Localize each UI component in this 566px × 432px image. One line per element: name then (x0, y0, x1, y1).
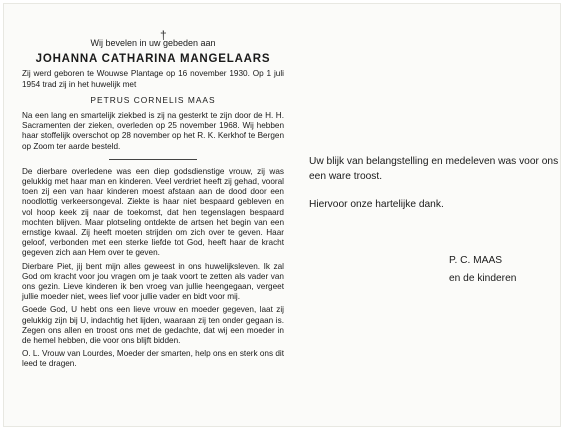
intro-line: Wij bevelen in uw gebeden aan (90, 38, 216, 48)
signature-name: P. C. MAAS (449, 255, 503, 266)
cross-icon: † (160, 28, 167, 42)
signature-block (449, 252, 516, 288)
memorial-card (3, 3, 561, 427)
death-text: Na een lang en smartelijk ziekbed is zij na gesterkt te zijn door de H. H. Sacramenten der zieken, overleden op 25 november 1968. Wij hebben haar stoffelijk overschot op 28 november op het R. K. Kerkhof te Bergen op Zoom ter aarde besteld. (22, 111, 284, 151)
thanks-line-1: Uw blijk van belangstelling en medeleven was voor ons een ware troost. (309, 156, 559, 182)
thanks-column (309, 154, 559, 284)
paragraph-prayer: Goede God, U hebt ons een lieve vrouw en moeder gegeven, laat zij gelukkig zijn bij U, indachtig het lijden, waaraan zij ten onder gegaan is. Zegen ons allen en troost ons met de gedachte, dat wij een moeder in de hemel hebben, die voor ons blijft bidden. (22, 305, 284, 346)
birth-marriage-text: Zij werd geboren te Wouwse Plantage op 16 november 1930. Op 1 juli 1954 trad zij in het huwelijk met (22, 69, 284, 89)
divider (109, 159, 197, 160)
paragraph-tribute: De dierbare overledene was een diep godsdienstige vrouw, zij was gelukkig met haar man en kinderen. Veel verdriet heeft zij gehad, vooral toen zij een van haar kinderen moest afstaan aan de dood door een noodlottig verkeersongeval. Ziekte is haar niet bespaard gebleven en vol hoop keek zij naar de toekomst, dat hen tegenslagen bespaard mochten blijven. Maar plotseling ontdekte de artsen het begin van een ernstige kwaal. Zij heeft moeten strijden om zich over te geven. Haar geloof, verbonden met een sterke liefde tot God, heeft haar de kracht gegeven zich aan Hem over te geven. (22, 166, 284, 258)
memorial-text-column (22, 26, 284, 373)
paragraph-husband-children: Dierbare Piet, jij bent mijn alles geweest in ons huwelijksleven. Ik zal God om kracht voor jou vragen om je taak voort te zetten als vader van ons gezin. Lieve kinderen ik ben vroeg van jullie heengegaan, vergeet jullie moeder niet, wees lief voor jullie vader en bidt voor mij. (22, 261, 284, 302)
deceased-name: JOHANNA CATHARINA MANGELAARS (35, 53, 271, 66)
signature-family: en de kinderen (449, 273, 517, 284)
paragraph-lourdes: O. L. Vrouw van Lourdes, Moeder der smarten, help ons en sterk ons dit leed te dragen. (22, 349, 284, 369)
thanks-line-2: Hiervoor onze hartelijke dank. (309, 199, 444, 210)
spouse-name: PETRUS CORNELIS MAAS (90, 94, 216, 105)
